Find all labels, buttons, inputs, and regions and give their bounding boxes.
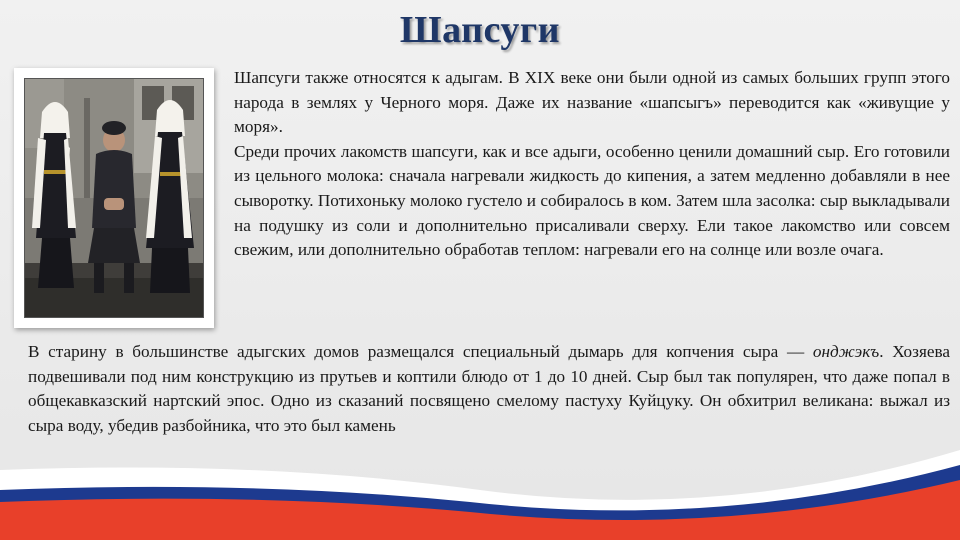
paragraph-cheese: Среди прочих лакомств шапсуги, как и все адыги, особенно ценили домашний сыр. Его готовили из цельного молока: сначала нагревали жидкость до кипения, а затем медленно добавляли в нее сыворотку. Потихоньку молоко густело и собиралось в ком. Затем шла засолка: сыр выкладывали на подушку из соли и дополнительно присаливали сверху. Ели такое лакомство или совсем свежим, или дополнительно обработав теплом: нагревали его на солнце или возле очага. [234, 141, 950, 260]
term-ondzhek: онджэкъ [812, 342, 880, 361]
paragraph-smokehouse [28, 340, 950, 438]
photo-illustration [24, 78, 204, 318]
flag-waves-decoration [0, 440, 960, 540]
text-block-bottom [28, 340, 950, 438]
text-block-right [234, 66, 950, 263]
photo-frame [14, 68, 214, 328]
historical-photo [24, 78, 204, 318]
slide-title: Шапсуги [399, 9, 561, 51]
paragraph-intro: Шапсуги также относятся к адыгам. В XIX веке они были одной из самых больших групп этого народа в землях у Черного моря. Даже их название «шапсыгъ» переводится как «живущие у моря». [234, 68, 950, 137]
paragraph-smokehouse-end: . Хозяева подвешивали под ним конструкцию из прутьев и коптили блюдо от 1 до 10 дней. Сыр был так популярен, что даже попал в общекавказский нартский эпос. Одно из сказаний посвящено смелому пастуху Куйцуку. Он обхитрил великана: выжал из сыра воду, убедив разбойника, что это был камень [28, 342, 950, 435]
paragraph-smokehouse-start: В старину в большинстве адыгских домов размещался специальный дымарь для копчения сыра — [28, 342, 813, 361]
